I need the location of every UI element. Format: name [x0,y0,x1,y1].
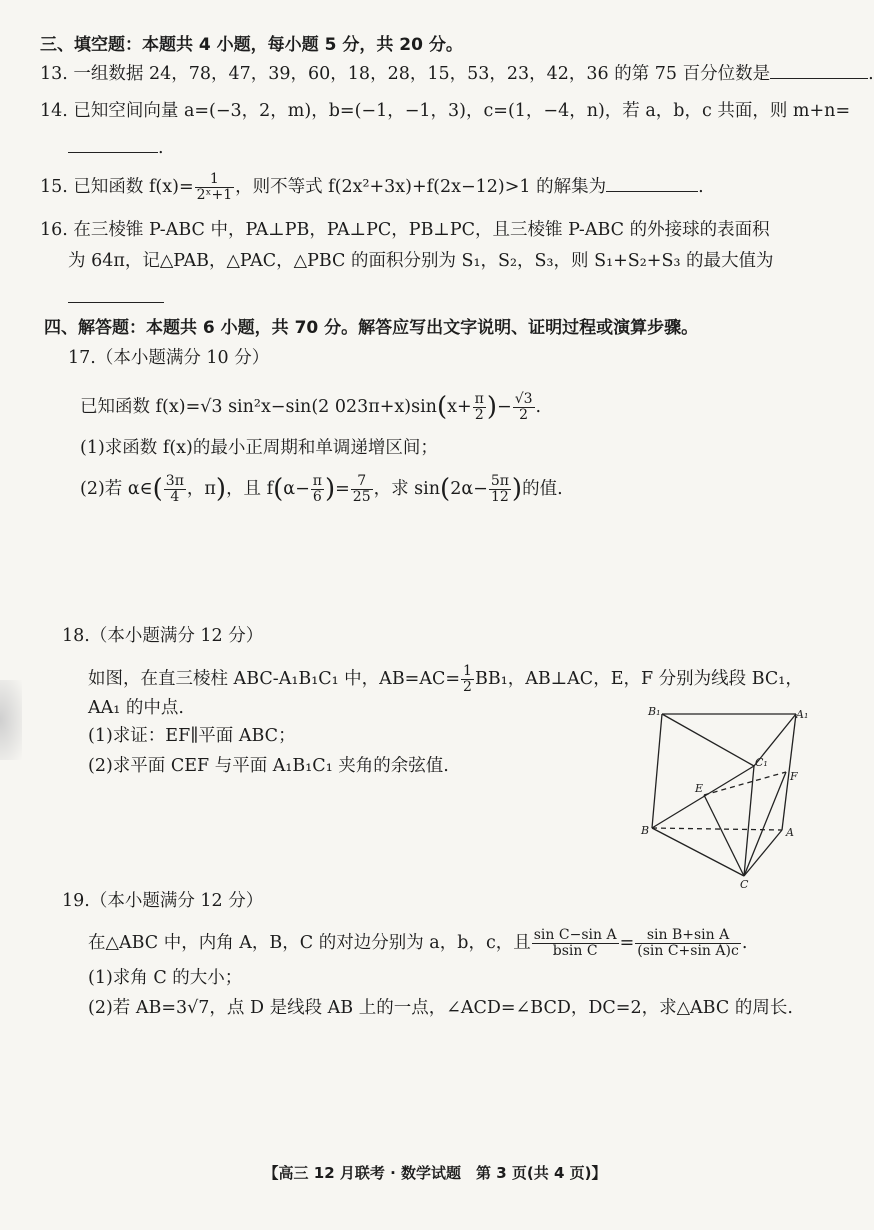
q16-blank-line [68,286,164,310]
edge-BC [652,828,744,876]
edge-B1C1 [662,714,754,766]
section4-title: 四、解答题：本题共 6 小题，共 70 分。解答应写出文字说明、证明过程或演算步骤。 [44,318,699,338]
edge-B1B [652,714,662,828]
q18-line2: AA₁ 的中点. [88,698,184,718]
q18-head: 18.（本小题满分 12 分） [62,626,264,646]
segment-BC1 [652,766,754,828]
q17-stem: 已知函数 f(x)=√3 sin²x−sin(2 023π+x)sin(x+ $\frac{\pi}{2}$ )− $\frac{√3}{2}$ . [80,391,542,423]
label-A: A [786,826,794,839]
section3-title: 三、填空题：本题共 4 小题，每小题 5 分，共 20 分。 [40,35,463,55]
label-C: C [740,878,749,891]
q19-line1: 在△ABC 中，内角 A，B，C 的对边分别为 a，b，c，且 $\frac{\text{sin C−sin A}}{\text{bsin C}}$ = $\frac{\text{sin B+sin A}}{\text{(sin C+sin A)c}}$ . [88,927,748,959]
q14-answer-blank [68,136,158,153]
q14-blank-line: . [68,136,164,160]
q15: 15. 已知函数 f(x)= $\frac{1}{\text{2ˣ+1}}$ ，则不等式 f(2x²+3x)+f(2x−12)>1 的解集为 . [40,171,704,203]
q18-line1: 如图，在直三棱柱 ABC-A₁B₁C₁ 中，AB=AC= $\frac{1}{2}$ BB₁，AB⊥AC，E，F 分别为线段 BC₁， [88,663,803,695]
q14 [40,99,850,123]
q19-part1: (1)求角 C 的大小； [88,968,243,988]
segment-FC [744,772,786,876]
label-E: E [695,782,704,795]
edge-AC [744,830,782,876]
segment-EC [704,795,744,876]
label-C1: C₁ [755,756,768,769]
q13-answer-blank [770,62,868,79]
q15-fraction: $\frac{1}{\text{2ˣ+1}}$ [196,171,233,203]
prism-figure [640,700,820,890]
q15-answer-blank [606,175,698,192]
q18-part2: (2)求平面 CEF 与平面 A₁B₁C₁ 夹角的余弦值. [88,756,449,776]
q17-head: 17.（本小题满分 10 分） [68,348,270,368]
label-F: F [790,770,798,783]
segment-EF-hidden [704,772,786,795]
scan-shadow [0,680,22,760]
q16-line2: 为 64π，记△PAB，△PAC，△PBC 的面积分别为 S₁，S₂，S₃，则 S₁+S₂+S₃ 的最大值为 [68,251,774,271]
q18-part1: (1)求证：EF∥平面 ABC； [88,726,296,746]
q13: 13. 一组数据 24，78，47，39，60，18，28，15，53，23，42，36 的第 75 百分位数是 . [40,64,874,84]
q19-part2: (2)若 AB=3√7，点 D 是线段 AB 上的一点，∠ACD=∠BCD，DC=2，求△ABC 的周长. [88,998,793,1018]
page-footer: 【高三 12 月联考 · 数学试题 第 3 页(共 4 页)】 [263,1164,607,1182]
q14-text: 14. 已知空间向量 a=(−3，2，m)，b=(−1，−1，3)，c=(1，−4，n)，若 a，b，c 共面，则 m+n= [40,101,851,121]
q16-answer-blank [68,286,164,303]
q13-text: 13. 一组数据 24，78，47，39，60，18，28，15，53，23，42，36 的第 75 百分位数是 [40,64,771,84]
label-B1: B₁ [648,705,661,718]
label-B: B [641,824,650,837]
label-A1: A₁ [796,708,809,721]
q19-head: 19.（本小题满分 12 分） [62,891,264,911]
q17-part1: (1)求函数 f(x)的最小正周期和单调递增区间； [80,438,438,458]
q16-line1: 16. 在三棱锥 P-ABC 中，PA⊥PB，PA⊥PC，PB⊥PC，且三棱锥 P-ABC 的外接球的表面积 [40,220,770,240]
q17-part2: (2)若 α∈( $\frac{3\pi}{4}$ ，π)，且 f(α− $\frac{\pi}{6}$ )= $\frac{7}{25}$ ，求 sin(2α− $\frac{5\pi}{12}$ )的值. [80,473,563,505]
